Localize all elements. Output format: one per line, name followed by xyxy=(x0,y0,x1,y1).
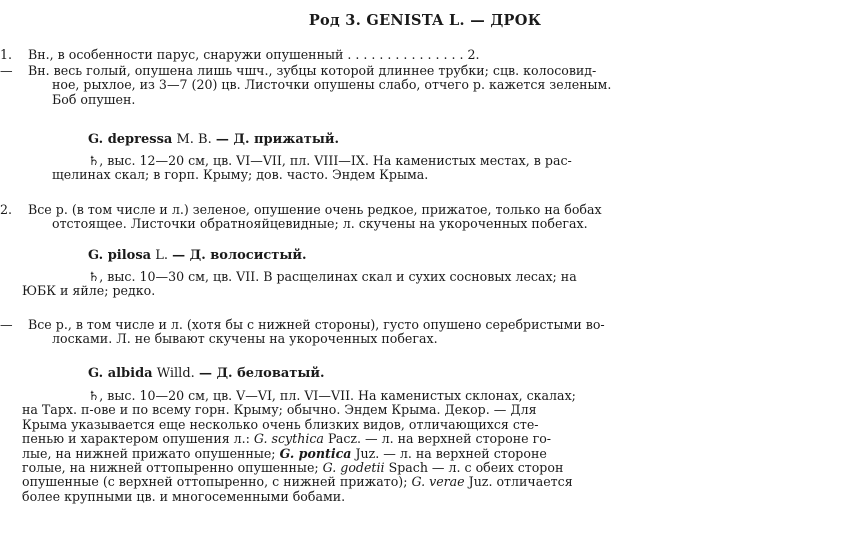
species-name-italic: G. pontica xyxy=(279,445,352,461)
description-line: более крупными цв. и многосеменными бобами. xyxy=(22,488,346,504)
species-title xyxy=(88,366,325,381)
description-line: опушенные (с верхней оттопыренно, с нижней прижато); G. verae Juz. отличается xyxy=(22,474,573,490)
species-russian-name: — Д. волосистый. xyxy=(172,248,307,263)
couplet-dash: — xyxy=(0,317,13,332)
couplet-2-alternative xyxy=(0,318,780,347)
species-latin-name: G. pilosa xyxy=(88,248,152,263)
species-author: L. xyxy=(155,248,168,263)
species-title xyxy=(88,248,307,263)
species-description xyxy=(22,389,780,504)
species-name-italic: G. scythica xyxy=(253,431,324,447)
couplet-line: Все р., в том числе и л. (хотя бы с нижней стороны), густо опушено серебристыми во- xyxy=(28,317,605,332)
couplet-number: 1. xyxy=(0,47,13,62)
description-line: лые, на нижней прижато опушенные; G. pontica Juz. — л. на верхней стороне xyxy=(22,445,547,461)
species-latin-name: G. albida xyxy=(88,366,153,381)
couplet-1-alternative xyxy=(0,64,780,107)
species-latin-name: G. depressa xyxy=(88,132,173,147)
description-line: пенью и характером опушения л.: G. scythica Pacz. — л. на верхней стороне го- xyxy=(22,431,552,447)
species-name-italic: G. godetii xyxy=(322,460,385,476)
description-line: ♄, выс. 10—20 см, цв. V—VI, пл. VI—VII. На каменистых склонах, скалах; xyxy=(88,388,576,403)
description-line: ♄, выс. 12—20 см, цв. VI—VII, пл. VIII—IX. На каменистых местах, в рас- xyxy=(88,153,572,168)
description-line: щелинах скал; в горп. Крыму; дов. часто. Эндем Крыма. xyxy=(52,167,429,183)
couplet-number: 2. xyxy=(0,202,13,217)
couplet-2 xyxy=(0,203,780,232)
description-line: голые, на нижней оттопыренно опушенные; G. godetii Spach — л. с обеих сторон xyxy=(22,460,564,476)
species-description xyxy=(52,154,780,183)
couplet-line: Боб опушен. xyxy=(52,91,136,107)
species-description xyxy=(22,270,780,299)
description-line: Крыма указывается еще несколько очень близких видов, отличающихся сте- xyxy=(22,416,539,432)
couplet-line: отстоящее. Листочки обратнояйцевидные; л. скучены на укороченных побегах. xyxy=(52,216,588,232)
couplet-text: Вн., в особенности парус, снаружи опушенный . . . . . . . . . . . . . . . 2. xyxy=(28,47,480,62)
couplet-1 xyxy=(0,48,780,62)
species-title xyxy=(88,132,339,147)
couplet-line: ное, рыхлое, из 3—7 (20) цв. Листочки опушены слабо, отчего р. кажется зеленым. xyxy=(52,77,612,93)
description-line: ЮБК и яйле; редко. xyxy=(22,283,156,299)
couplet-line: Все р. (в том числе и л.) зеленое, опушение очень редкое, прижатое, только на бобах xyxy=(28,202,602,217)
species-author: M. B. xyxy=(176,132,212,147)
species-author: Willd. xyxy=(156,366,195,381)
genus-heading: Род 3. GENISTA L. — ДРОК xyxy=(308,12,542,29)
species-russian-name: — Д. прижатый. xyxy=(215,132,340,147)
couplet-line: лосками. Л. не бывают скучены на укороченных побегах. xyxy=(52,331,438,347)
description-line: на Тарх. п-ове и по всему горн. Крыму; обычно. Эндем Крыма. Декор. — Для xyxy=(22,402,537,418)
description-line: ♄, выс. 10—30 см, цв. VII. В расщелинах скал и сухих сосновых лесах; на xyxy=(88,269,577,284)
species-russian-name: — Д. беловатый. xyxy=(198,366,325,381)
couplet-dash: — xyxy=(0,63,13,78)
couplet-line: Вн. весь голый, опушена лишь чшч., зубцы которой длиннее трубки; сцв. колосовид- xyxy=(28,63,597,78)
species-name-italic: G. verae xyxy=(411,474,465,490)
